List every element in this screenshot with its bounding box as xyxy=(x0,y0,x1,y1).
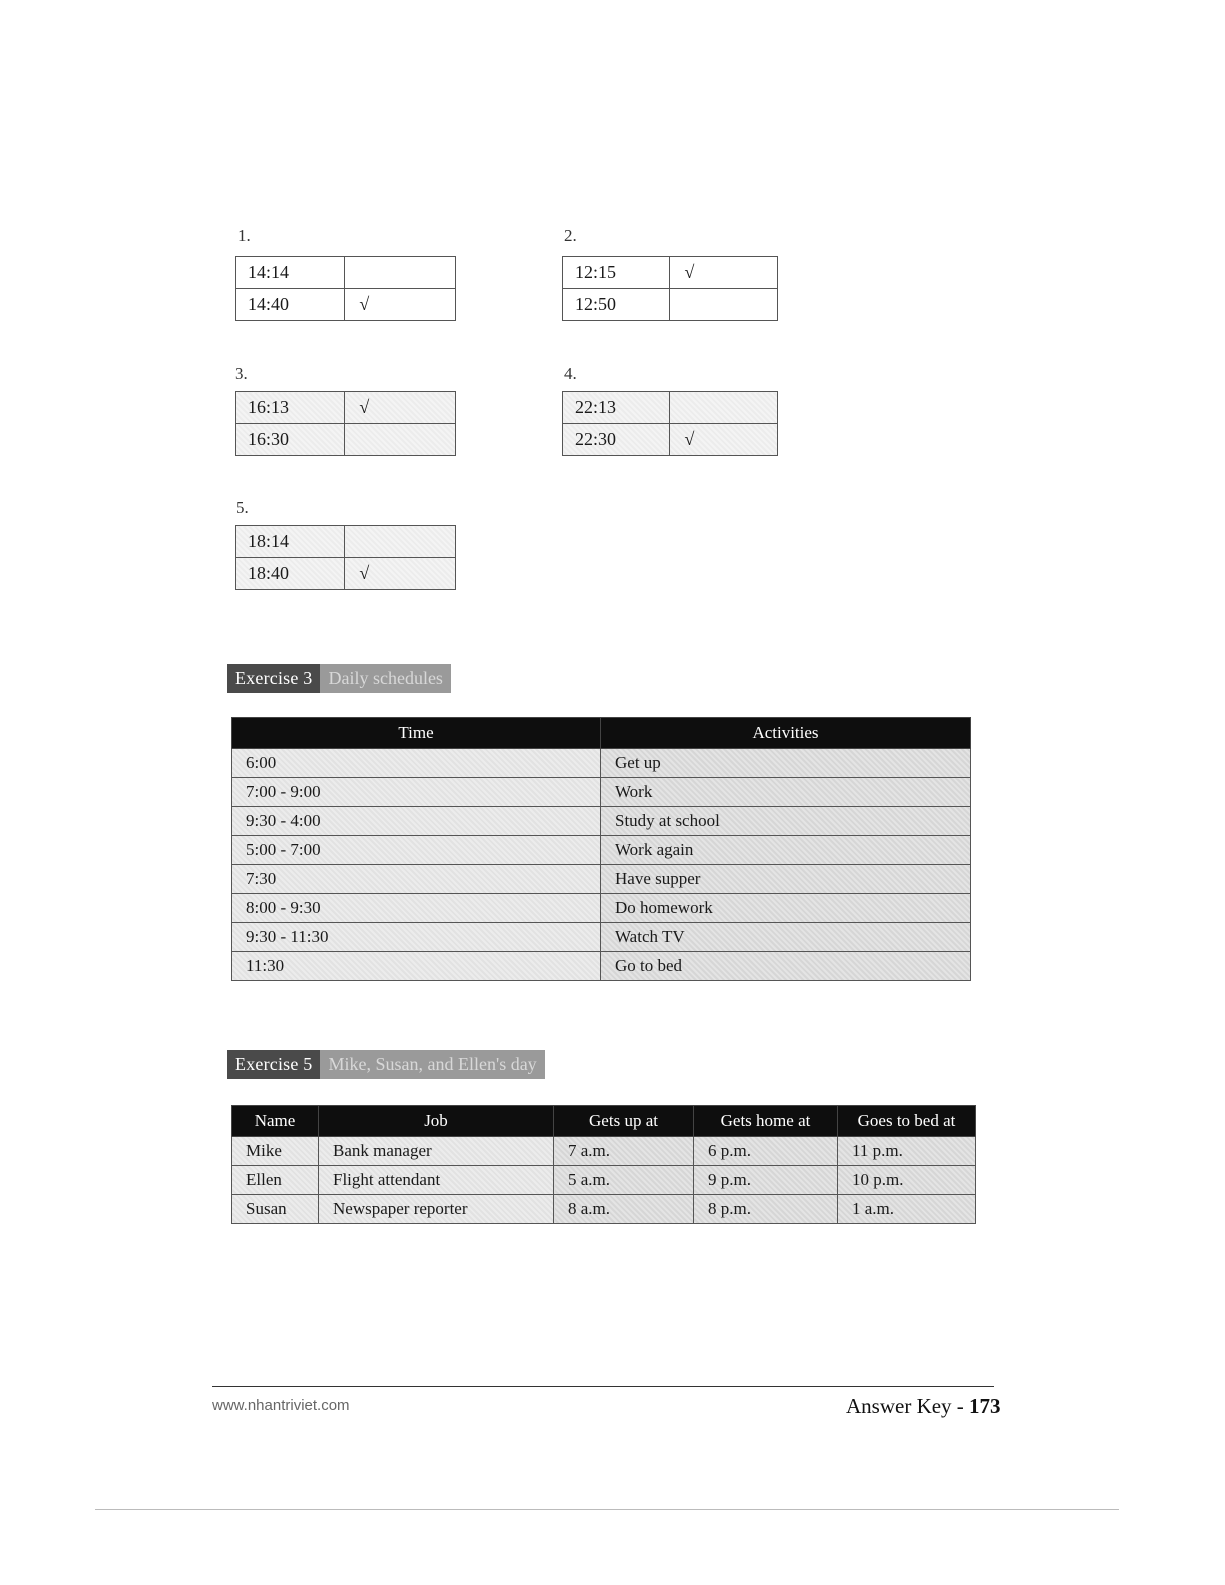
table-row xyxy=(236,392,456,424)
activity-cell: Do homework xyxy=(601,894,971,923)
check-cell xyxy=(670,289,778,321)
table-row xyxy=(236,289,456,321)
exercise-3-label: Exercise 3 xyxy=(227,664,320,693)
check-cell: √ xyxy=(345,558,456,590)
gets-up-cell: 7 a.m. xyxy=(554,1137,694,1166)
table-row xyxy=(232,923,971,952)
exercise-5-header xyxy=(227,1050,545,1079)
table-row xyxy=(232,894,971,923)
activity-cell: Have supper xyxy=(601,865,971,894)
time-choice-table-1 xyxy=(235,256,456,321)
time-cell: 5:00 - 7:00 xyxy=(232,836,601,865)
goes-to-bed-cell: 1 a.m. xyxy=(838,1195,976,1224)
time-cell: 7:00 - 9:00 xyxy=(232,778,601,807)
table-header-row xyxy=(232,718,971,749)
exercise-3-title: Daily schedules xyxy=(320,664,450,693)
time-cell: 14:14 xyxy=(236,257,345,289)
time-cell: 16:13 xyxy=(236,392,345,424)
time-choice-table-2 xyxy=(562,256,778,321)
time-cell: 9:30 - 11:30 xyxy=(232,923,601,952)
activity-cell: Study at school xyxy=(601,807,971,836)
job-cell: Newspaper reporter xyxy=(319,1195,554,1224)
table-row xyxy=(232,1195,976,1224)
check-cell: √ xyxy=(670,424,778,456)
daily-schedule-table xyxy=(231,717,971,981)
footer-divider xyxy=(212,1386,994,1387)
column-header-gets-up: Gets up at xyxy=(554,1106,694,1137)
gets-home-cell: 8 p.m. xyxy=(694,1195,838,1224)
table-row xyxy=(232,1137,976,1166)
page-number: 173 xyxy=(969,1394,1001,1418)
table-row xyxy=(563,257,778,289)
table-row xyxy=(232,778,971,807)
question-number-5: 5. xyxy=(236,498,249,517)
time-cell: 6:00 xyxy=(232,749,601,778)
check-cell: √ xyxy=(345,289,456,321)
column-header-name: Name xyxy=(232,1106,319,1137)
table-row xyxy=(236,526,456,558)
time-cell: 22:13 xyxy=(563,392,670,424)
table-row xyxy=(236,424,456,456)
column-header-activities: Activities xyxy=(601,718,971,749)
name-cell: Ellen xyxy=(232,1166,319,1195)
activity-cell: Work again xyxy=(601,836,971,865)
time-cell: 14:40 xyxy=(236,289,345,321)
time-cell: 22:30 xyxy=(563,424,670,456)
time-cell: 9:30 - 4:00 xyxy=(232,807,601,836)
column-header-job: Job xyxy=(319,1106,554,1137)
table-row xyxy=(232,836,971,865)
name-cell: Susan xyxy=(232,1195,319,1224)
check-cell xyxy=(345,526,456,558)
job-cell: Flight attendant xyxy=(319,1166,554,1195)
question-number-3: 3. xyxy=(235,364,248,383)
table-row xyxy=(232,749,971,778)
name-cell: Mike xyxy=(232,1137,319,1166)
time-cell: 11:30 xyxy=(232,952,601,981)
exercise-5-title: Mike, Susan, and Ellen's day xyxy=(320,1050,544,1079)
footer-answer-key xyxy=(846,1394,1001,1419)
time-cell: 16:30 xyxy=(236,424,345,456)
time-cell: 7:30 xyxy=(232,865,601,894)
footer-website: www.nhantriviet.com xyxy=(212,1397,350,1414)
time-cell: 18:40 xyxy=(236,558,345,590)
table-row xyxy=(236,558,456,590)
gets-home-cell: 6 p.m. xyxy=(694,1137,838,1166)
daily-routines-table xyxy=(231,1105,976,1224)
goes-to-bed-cell: 10 p.m. xyxy=(838,1166,976,1195)
activity-cell: Work xyxy=(601,778,971,807)
table-row xyxy=(232,952,971,981)
answer-key-label: Answer Key - xyxy=(846,1394,964,1418)
question-number-2: 2. xyxy=(564,226,577,245)
gets-up-cell: 8 a.m. xyxy=(554,1195,694,1224)
time-choice-table-5 xyxy=(235,525,456,590)
time-cell: 12:50 xyxy=(563,289,670,321)
activity-cell: Get up xyxy=(601,749,971,778)
question-number-4: 4. xyxy=(564,364,577,383)
question-number-1: 1. xyxy=(238,226,251,245)
goes-to-bed-cell: 11 p.m. xyxy=(838,1137,976,1166)
gets-home-cell: 9 p.m. xyxy=(694,1166,838,1195)
check-cell xyxy=(670,392,778,424)
time-cell: 8:00 - 9:30 xyxy=(232,894,601,923)
column-header-gets-home: Gets home at xyxy=(694,1106,838,1137)
check-cell: √ xyxy=(345,392,456,424)
check-cell xyxy=(345,424,456,456)
check-cell xyxy=(345,257,456,289)
page-bottom-divider xyxy=(95,1509,1119,1510)
table-row xyxy=(232,1166,976,1195)
time-cell: 18:14 xyxy=(236,526,345,558)
gets-up-cell: 5 a.m. xyxy=(554,1166,694,1195)
job-cell: Bank manager xyxy=(319,1137,554,1166)
table-row xyxy=(236,257,456,289)
time-cell: 12:15 xyxy=(563,257,670,289)
exercise-3-header xyxy=(227,664,451,693)
table-header-row xyxy=(232,1106,976,1137)
column-header-goes-to-bed: Goes to bed at xyxy=(838,1106,976,1137)
time-choice-table-4 xyxy=(562,391,778,456)
activity-cell: Go to bed xyxy=(601,952,971,981)
exercise-5-label: Exercise 5 xyxy=(227,1050,320,1079)
table-row xyxy=(563,392,778,424)
column-header-time: Time xyxy=(232,718,601,749)
activity-cell: Watch TV xyxy=(601,923,971,952)
table-row xyxy=(563,289,778,321)
table-row xyxy=(232,807,971,836)
check-cell: √ xyxy=(670,257,778,289)
time-choice-table-3 xyxy=(235,391,456,456)
table-row xyxy=(563,424,778,456)
table-row xyxy=(232,865,971,894)
